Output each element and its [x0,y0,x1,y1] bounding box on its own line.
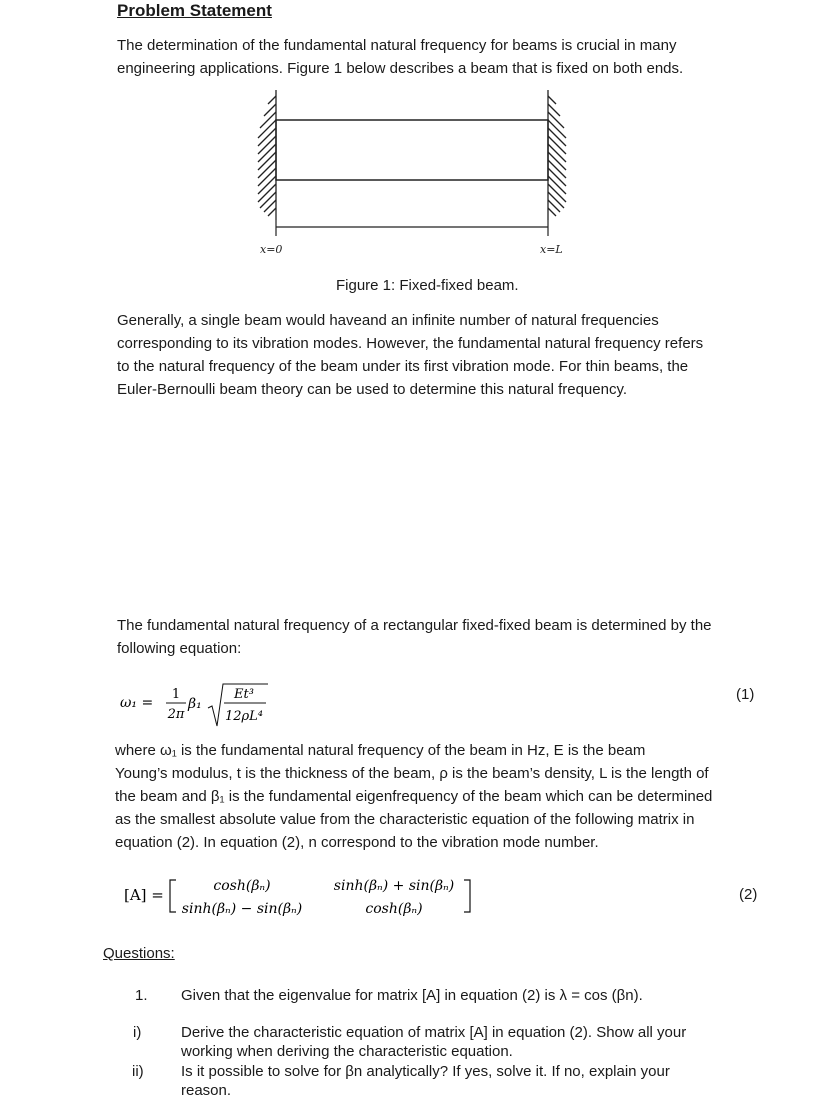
eq1-root-num: Et³ [234,687,254,702]
intro-line: The determination of the fundamental natural frequency for beams is crucial in many [117,37,677,54]
question-line: working when deriving the characteristic equation. [181,1043,513,1060]
equation-1 [120,678,280,734]
eq1-beta: β₁ [188,696,202,712]
where-line: where ω₁ is the fundamental natural frequency of the beam in Hz, E is the beam [115,742,646,759]
general-line: to the natural frequency of the beam under its first vibration mode. For thin beams, the [117,358,689,375]
beam-body [276,120,548,180]
equation-1-number: (1) [736,686,755,703]
eq1-lhs: ω₁ = [120,695,154,711]
where-line: the beam and β₁ is the fundamental eigenfrequency of the beam which can be determined [115,788,713,805]
beam-figure [240,90,590,260]
eq2-a11: cosh(βₙ) [213,878,271,894]
label-xL: x=L [540,243,563,256]
equation-2 [124,870,494,922]
where-line: equation (2). In equation (2), n correspond to the vibration mode number. [115,834,599,851]
intro-line: engineering applications. Figure 1 below describes a beam that is fixed on both ends. [117,60,684,77]
eq1-root-den: 12ρL⁴ [224,709,264,724]
left-wall-hatch [258,90,276,220]
general-paragraph [117,309,745,401]
question-line: Is it possible to solve for βn analytically? If yes, solve it. If no, explain your [181,1063,670,1080]
eq1-frac-den: 2π [167,707,185,722]
questions-title: Questions: [103,945,175,962]
general-line: corresponding to its vibration modes. However, the fundamental natural frequency refers [117,335,704,352]
question-number: ii) [132,1063,144,1080]
eq2-a22: cosh(βₙ) [365,901,423,917]
right-wall-hatch [548,90,566,220]
eq1-frac-num: 1 [171,687,181,702]
page-title: Problem Statement [117,1,272,20]
eq2-a21: sinh(βₙ) − sin(βₙ) [181,901,303,917]
question-number: i) [133,1024,142,1041]
question-text: Given that the eigenvalue for matrix [A] in equation (2) is λ = cos (βn). [181,987,643,1004]
question-text [181,1062,761,1100]
question-text [181,1023,761,1061]
question-line: reason. [181,1082,232,1099]
where-line: as the smallest absolute value from the characteristic equation of the following matrix in [115,811,695,828]
general-line: Generally, a single beam would haveand an infinite number of natural frequencies [117,312,659,329]
where-line: Young’s modulus, t is the thickness of the beam, ρ is the beam’s density, L is the length of [115,765,709,782]
equation-2-number: (2) [739,886,758,903]
eq2-left-bracket [170,880,176,912]
eq2-right-bracket [464,880,470,912]
eq2-a12: sinh(βₙ) + sin(βₙ) [333,878,455,894]
intro-paragraph [117,34,745,80]
where-paragraph [115,739,755,854]
figure-caption: Figure 1: Fixed-fixed beam. [336,277,519,294]
eq2-lhs: [A] = [124,886,164,904]
label-x0: x=0 [260,243,283,256]
general-line: Euler-Bernoulli beam theory can be used to determine this natural frequency. [117,381,628,398]
fundamental-line: The fundamental natural frequency of a rectangular fixed-fixed beam is determined by the [117,617,712,634]
question-line: Derive the characteristic equation of matrix [A] in equation (2). Show all your [181,1024,687,1041]
question-number: 1. [135,987,148,1004]
fundamental-paragraph [117,614,747,660]
fundamental-line: following equation: [117,640,242,657]
